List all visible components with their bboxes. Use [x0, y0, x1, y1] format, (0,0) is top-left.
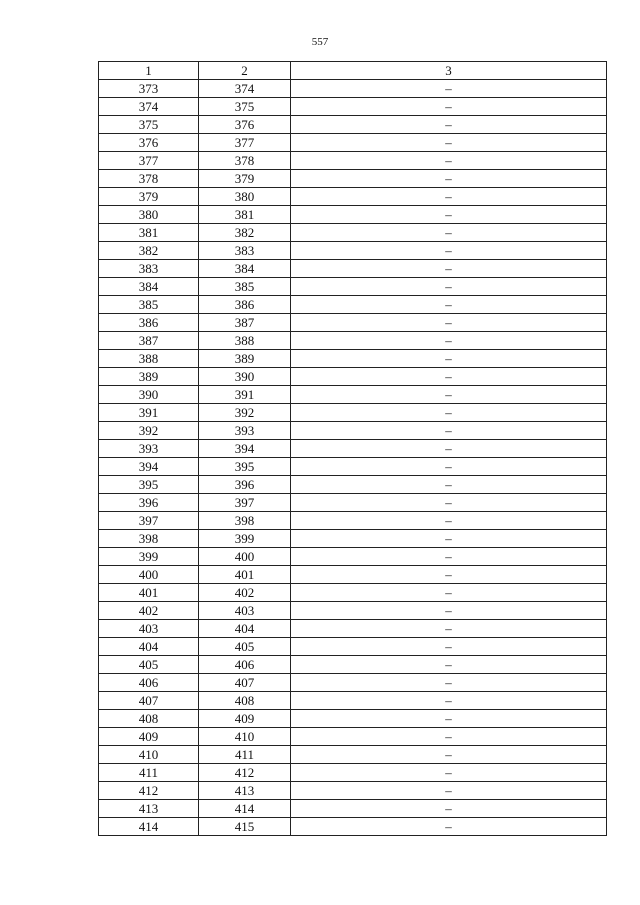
- table-cell-col-1: 405: [99, 656, 199, 674]
- table-row: [99, 242, 607, 260]
- table-cell-col-2: 397: [199, 494, 291, 512]
- table-cell-col-2: 382: [199, 224, 291, 242]
- table-cell-col-2: 399: [199, 530, 291, 548]
- table-row: [99, 818, 607, 836]
- table-cell-col-3: –: [291, 494, 607, 512]
- table-row: [99, 764, 607, 782]
- table-cell-col-2: 377: [199, 134, 291, 152]
- table-cell-col-2: 401: [199, 566, 291, 584]
- table-row: [99, 692, 607, 710]
- table-cell-col-3: –: [291, 368, 607, 386]
- table-row: [99, 710, 607, 728]
- table-row: [99, 656, 607, 674]
- table-cell-col-3: –: [291, 548, 607, 566]
- table-cell-col-2: 394: [199, 440, 291, 458]
- table-cell-col-1: 385: [99, 296, 199, 314]
- table-cell-col-2: 387: [199, 314, 291, 332]
- table-cell-col-3: –: [291, 332, 607, 350]
- table-row: [99, 674, 607, 692]
- table-cell-col-3: –: [291, 116, 607, 134]
- table-row: [99, 620, 607, 638]
- table-cell-col-3: –: [291, 278, 607, 296]
- table-cell-col-1: 398: [99, 530, 199, 548]
- table-cell-col-3: –: [291, 134, 607, 152]
- table-cell-col-2: 381: [199, 206, 291, 224]
- table-cell-col-1: 401: [99, 584, 199, 602]
- table-cell-col-3: –: [291, 512, 607, 530]
- table-cell-col-3: –: [291, 386, 607, 404]
- table-cell-col-3: –: [291, 260, 607, 278]
- table-cell-col-1: 397: [99, 512, 199, 530]
- table-cell-col-3: –: [291, 404, 607, 422]
- table-cell-col-2: 380: [199, 188, 291, 206]
- table-cell-col-1: 407: [99, 692, 199, 710]
- table-cell-col-2: 386: [199, 296, 291, 314]
- table-cell-col-2: 391: [199, 386, 291, 404]
- table-cell-col-3: –: [291, 656, 607, 674]
- table-cell-col-1: 392: [99, 422, 199, 440]
- table-cell-col-3: –: [291, 170, 607, 188]
- table-row: [99, 296, 607, 314]
- column-header-2: 2: [199, 62, 291, 80]
- table-cell-col-1: 400: [99, 566, 199, 584]
- table-cell-col-1: 402: [99, 602, 199, 620]
- table-cell-col-2: 379: [199, 170, 291, 188]
- table-row: [99, 458, 607, 476]
- table-cell-col-3: –: [291, 566, 607, 584]
- table-row: [99, 476, 607, 494]
- table-cell-col-3: –: [291, 674, 607, 692]
- table-row: [99, 332, 607, 350]
- table-cell-col-3: –: [291, 350, 607, 368]
- table-row: [99, 152, 607, 170]
- table-row: [99, 404, 607, 422]
- table-cell-col-3: –: [291, 242, 607, 260]
- table-cell-col-1: 374: [99, 98, 199, 116]
- table-cell-col-1: 382: [99, 242, 199, 260]
- table-cell-col-2: 392: [199, 404, 291, 422]
- table-cell-col-2: 404: [199, 620, 291, 638]
- table-cell-col-3: –: [291, 584, 607, 602]
- table-row: [99, 116, 607, 134]
- table-cell-col-2: 389: [199, 350, 291, 368]
- table-cell-col-1: 412: [99, 782, 199, 800]
- table-cell-col-3: –: [291, 476, 607, 494]
- table-row: [99, 260, 607, 278]
- table-cell-col-2: 383: [199, 242, 291, 260]
- table-cell-col-1: 394: [99, 458, 199, 476]
- table-cell-col-1: 411: [99, 764, 199, 782]
- table-row: [99, 728, 607, 746]
- table-row: [99, 530, 607, 548]
- table-cell-col-1: 384: [99, 278, 199, 296]
- table-cell-col-2: 414: [199, 800, 291, 818]
- table-cell-col-3: –: [291, 728, 607, 746]
- table-cell-col-1: 393: [99, 440, 199, 458]
- table-cell-col-2: 378: [199, 152, 291, 170]
- table-row: [99, 566, 607, 584]
- table-cell-col-3: –: [291, 764, 607, 782]
- table-cell-col-1: 408: [99, 710, 199, 728]
- table-row: [99, 584, 607, 602]
- table-cell-col-3: –: [291, 602, 607, 620]
- table-cell-col-2: 403: [199, 602, 291, 620]
- table-cell-col-3: –: [291, 296, 607, 314]
- table-cell-col-2: 402: [199, 584, 291, 602]
- table-cell-col-3: –: [291, 782, 607, 800]
- table-cell-col-1: 391: [99, 404, 199, 422]
- table-cell-col-1: 399: [99, 548, 199, 566]
- table-cell-col-2: 398: [199, 512, 291, 530]
- table-cell-col-2: 409: [199, 710, 291, 728]
- table-cell-col-1: 377: [99, 152, 199, 170]
- table-cell-col-2: 408: [199, 692, 291, 710]
- table-cell-col-1: 410: [99, 746, 199, 764]
- table-cell-col-2: 411: [199, 746, 291, 764]
- table-cell-col-1: 390: [99, 386, 199, 404]
- table-cell-col-3: –: [291, 98, 607, 116]
- table-cell-col-1: 409: [99, 728, 199, 746]
- table-cell-col-3: –: [291, 692, 607, 710]
- table-header: [99, 62, 607, 80]
- table-cell-col-2: 413: [199, 782, 291, 800]
- table-row: [99, 494, 607, 512]
- table-cell-col-1: 403: [99, 620, 199, 638]
- table-row: [99, 278, 607, 296]
- table-cell-col-2: 415: [199, 818, 291, 836]
- table-cell-col-2: 376: [199, 116, 291, 134]
- table-cell-col-2: 407: [199, 674, 291, 692]
- table-row: [99, 188, 607, 206]
- table-cell-col-2: 384: [199, 260, 291, 278]
- table-cell-col-3: –: [291, 80, 607, 98]
- table-row: [99, 350, 607, 368]
- table-cell-col-3: –: [291, 206, 607, 224]
- table-row: [99, 80, 607, 98]
- table-cell-col-1: 386: [99, 314, 199, 332]
- table-cell-col-1: 413: [99, 800, 199, 818]
- table-cell-col-3: –: [291, 746, 607, 764]
- table-row: [99, 170, 607, 188]
- table-cell-col-2: 396: [199, 476, 291, 494]
- column-header-3: 3: [291, 62, 607, 80]
- table-row: [99, 548, 607, 566]
- table-row: [99, 782, 607, 800]
- table-cell-col-1: 396: [99, 494, 199, 512]
- table-cell-col-3: –: [291, 638, 607, 656]
- table-cell-col-2: 412: [199, 764, 291, 782]
- table-cell-col-1: 406: [99, 674, 199, 692]
- page-number: 557: [311, 36, 329, 48]
- table-cell-col-3: –: [291, 224, 607, 242]
- table-cell-col-1: 373: [99, 80, 199, 98]
- table-cell-col-3: –: [291, 422, 607, 440]
- table-cell-col-1: 387: [99, 332, 199, 350]
- table-cell-col-2: 388: [199, 332, 291, 350]
- table-row: [99, 512, 607, 530]
- table-row: [99, 386, 607, 404]
- table-cell-col-1: 376: [99, 134, 199, 152]
- table-cell-col-1: 379: [99, 188, 199, 206]
- table-cell-col-2: 395: [199, 458, 291, 476]
- table-cell-col-2: 400: [199, 548, 291, 566]
- table-cell-col-2: 385: [199, 278, 291, 296]
- table-cell-col-2: 393: [199, 422, 291, 440]
- table-cell-col-3: –: [291, 314, 607, 332]
- table-row: [99, 224, 607, 242]
- table-cell-col-2: 374: [199, 80, 291, 98]
- table-cell-col-3: –: [291, 458, 607, 476]
- table-cell-col-2: 405: [199, 638, 291, 656]
- table-row: [99, 638, 607, 656]
- table-row: [99, 422, 607, 440]
- table-row: [99, 602, 607, 620]
- table-cell-col-2: 390: [199, 368, 291, 386]
- table-cell-col-2: 406: [199, 656, 291, 674]
- table-row: [99, 314, 607, 332]
- table-cell-col-1: 414: [99, 818, 199, 836]
- table-body: [99, 80, 607, 836]
- table-cell-col-3: –: [291, 530, 607, 548]
- data-table: [98, 61, 607, 836]
- table-cell-col-1: 381: [99, 224, 199, 242]
- table-cell-col-3: –: [291, 152, 607, 170]
- table-row: [99, 134, 607, 152]
- table-cell-col-3: –: [291, 710, 607, 728]
- table-row: [99, 206, 607, 224]
- table-cell-col-1: 395: [99, 476, 199, 494]
- table-cell-col-3: –: [291, 188, 607, 206]
- table-cell-col-1: 388: [99, 350, 199, 368]
- column-header-1: 1: [99, 62, 199, 80]
- table-row: [99, 800, 607, 818]
- table-cell-col-1: 380: [99, 206, 199, 224]
- header-row: [99, 62, 607, 80]
- table-cell-col-3: –: [291, 818, 607, 836]
- table-cell-col-1: 389: [99, 368, 199, 386]
- table-cell-col-3: –: [291, 440, 607, 458]
- table-row: [99, 440, 607, 458]
- table-cell-col-3: –: [291, 800, 607, 818]
- table-cell-col-1: 378: [99, 170, 199, 188]
- table-row: [99, 746, 607, 764]
- table-row: [99, 368, 607, 386]
- table-cell-col-2: 410: [199, 728, 291, 746]
- table-cell-col-1: 404: [99, 638, 199, 656]
- table-cell-col-1: 375: [99, 116, 199, 134]
- table-cell-col-1: 383: [99, 260, 199, 278]
- table-cell-col-2: 375: [199, 98, 291, 116]
- table-cell-col-3: –: [291, 620, 607, 638]
- table-row: [99, 98, 607, 116]
